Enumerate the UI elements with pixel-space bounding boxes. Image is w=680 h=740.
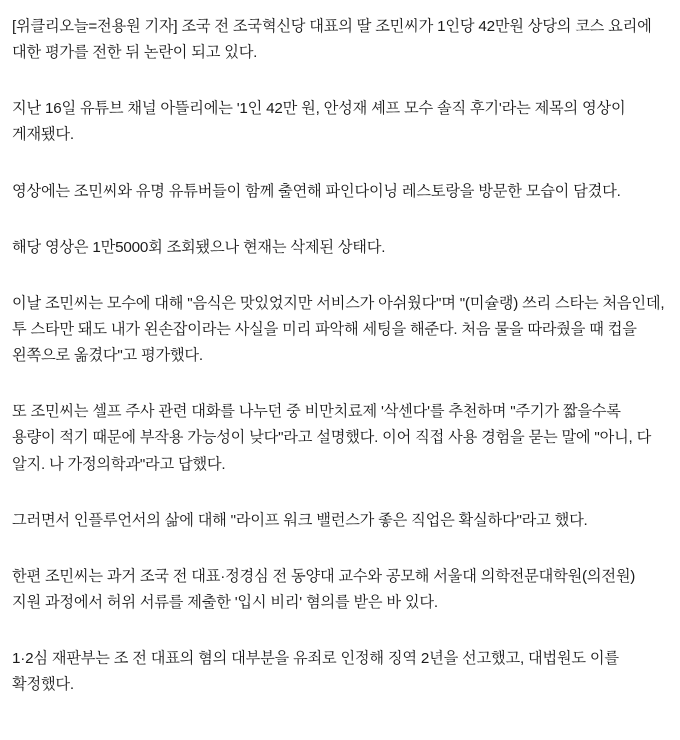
article-paragraph: 그러면서 인플루언서의 삶에 대해 "라이프 워크 밸런스가 좋은 직업은 확실하다"라고 했다. <box>12 511 588 529</box>
article-paragraph: 지난 16일 유튜브 채널 아뜰리에는 '1인 42만 원, 안성재 셰프 모수 솔직 후기'라는 제목의 영상이 게재됐다. <box>12 100 626 144</box>
article-paragraph: 또 조민씨는 셀프 주사 관련 대화를 나누던 중 비만치료제 '삭센다'를 추천하며 "주기가 짧을수록 용량이 적기 때문에 부작용 가능성이 낮다"라고 설명했다. 이어 직접 사용 경험을 묻는 말에 "아니, 다 알지. 나 가정의학과"라고 답했다. <box>12 403 652 473</box>
article-paragraph: 해당 영상은 1만5000회 조회됐으나 현재는 삭제된 상태다. <box>12 238 386 256</box>
article-paragraph: [위클리오늘=전용원 기자] 조국 전 조국혁신당 대표의 딸 조민씨가 1인당 42만원 상당의 코스 요리에 대한 평가를 전한 뒤 논란이 되고 있다. <box>12 18 652 62</box>
article-paragraph: 영상에는 조민씨와 유명 유튜버들이 함께 출연해 파인다이닝 레스토랑을 방문한 모습이 담겼다. <box>12 182 621 200</box>
article-paragraph: 한편 조민씨는 과거 조국 전 대표·정경심 전 동양대 교수와 공모해 서울대 의학전문대학원(의전원) 지원 과정에서 허위 서류를 제출한 '입시 비리' 혐의를 받은 바 있다. <box>12 567 636 611</box>
article-paragraph: 1·2심 재판부는 조 전 대표의 혐의 대부분을 유죄로 인정해 징역 2년을 선고했고, 대법원도 이를 확정했다. <box>12 650 619 694</box>
article-paragraph: 이날 조민씨는 모수에 대해 "음식은 맛있었지만 서비스가 아쉬웠다"며 "(미슐랭) 쓰리 스타는 처음인데, 투 스타만 돼도 내가 왼손잡이라는 사실을 미리 파악해 세팅을 해준다. 처음 물을 따라줬을 때 컵을 왼쪽으로 옮겼다"고 평가했다. <box>12 294 665 365</box>
